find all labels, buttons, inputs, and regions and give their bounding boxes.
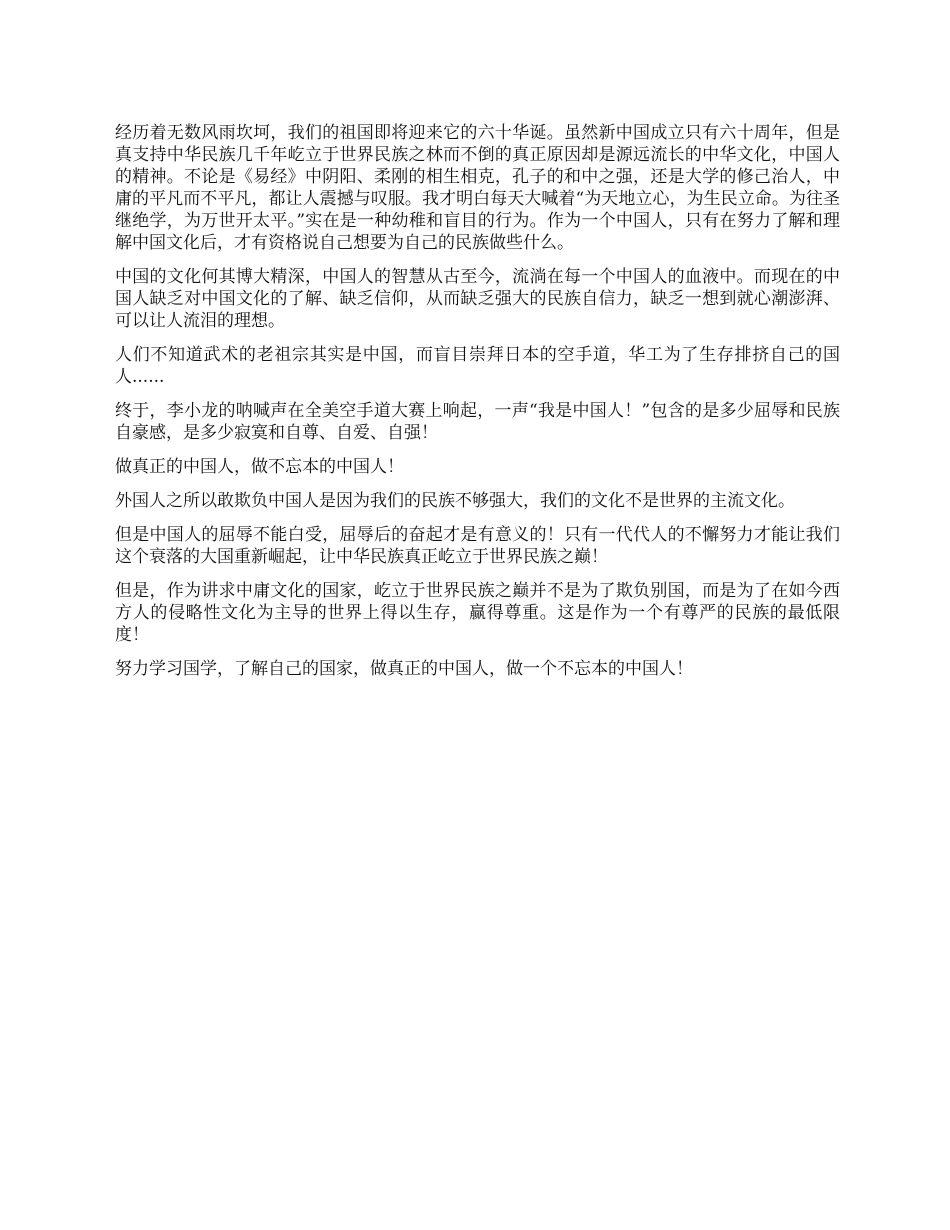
paragraph-6: 外国人之所以敢欺负中国人是因为我们的民族不够强大，我们的文化不是世界的主流文化。 (115, 491, 795, 511)
document-body (115, 122, 840, 692)
paragraph-2: 中国的文化何其博大精深，中国人的智慧从古至今，流淌在每一个中国人的血液中。而现在的中国人缺乏对中国文化的了解、缺乏信仰，从而缺乏强大的民族自信力，缺乏一想到就心潮澎湃、可以让人流泪的理想。 (115, 267, 840, 331)
paragraph-8: 但是，作为讲求中庸文化的国家，屹立于世界民族之巅并不是为了欺负别国，而是为了在如今西方人的侵略性文化为主导的世界上得以生存，赢得尊重。这是作为一个有尊严的民族的最低限度！ (115, 581, 840, 645)
paragraph-1: 经历着无数风雨坎坷，我们的祖国即将迎来它的六十华诞。虽然新中国成立只有六十周年，但是真支持中华民族几千年屹立于世界民族之林而不倒的真正原因却是源远流长的中华文化，中国人的精神。不论是《易经》中阴阳、柔刚的相生相克，孔子的和中之强，还是大学的修己治人，中庸的平凡而不平凡，都让人震撼与叹服。我才明白每天大喊着“为天地立心，为生民立命。为往圣继绝学，为万世开太平。”实在是一种幼稚和盲目的行为。作为一个中国人，只有在努力了解和理解中国文化后，才有资格说自己想要为自己的民族做些什么。 (115, 123, 840, 253)
paragraph-3: 人们不知道武术的老祖宗其实是中国，而盲目崇拜日本的空手道，华工为了生存排挤自己的国人...... (115, 345, 840, 387)
paragraph-5: 做真正的中国人，做不忘本的中国人！ (115, 457, 404, 477)
paragraph-9: 努力学习国学，了解自己的国家，做真正的中国人，做一个不忘本的中国人！ (115, 659, 693, 679)
paragraph-7: 但是中国人的屈辱不能白受，屈辱后的奋起才是有意义的！只有一代代人的不懈努力才能让我们这个衰落的大国重新崛起，让中华民族真正屹立于世界民族之巅！ (115, 525, 840, 567)
paragraph-4: 终于，李小龙的呐喊声在全美空手道大赛上响起，一声“我是中国人！”包含的是多少屈辱和民族自豪感，是多少寂寞和自尊、自爱、自强！ (115, 401, 840, 443)
